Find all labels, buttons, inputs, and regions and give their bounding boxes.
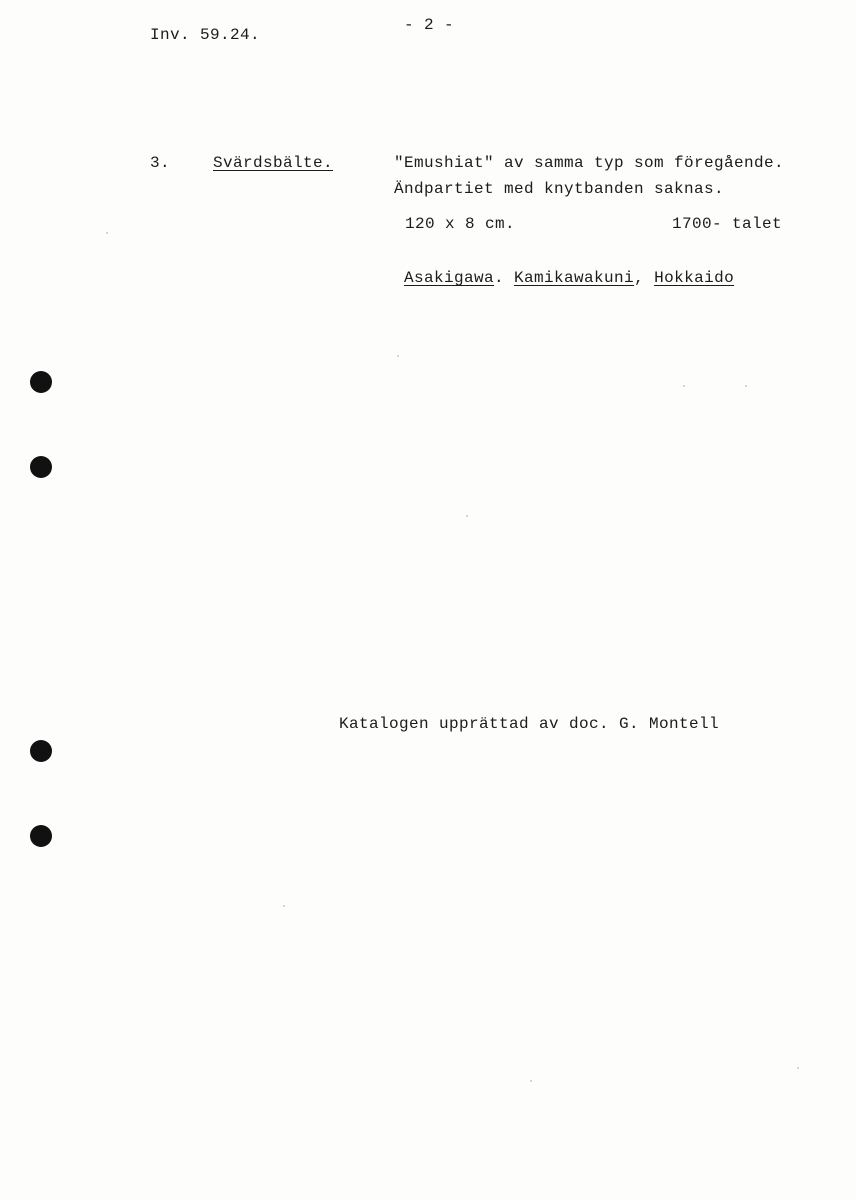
- place-asakigawa: Asakigawa: [404, 269, 495, 287]
- place-kamikawakuni: Kamikawakuni: [514, 269, 635, 287]
- place-separator: .: [494, 269, 515, 287]
- entry-title: Svärdsbälte.: [213, 154, 334, 172]
- entry-period: 1700- talet: [672, 215, 783, 233]
- punch-hole: [30, 825, 52, 847]
- page-number: - 2 -: [404, 16, 455, 34]
- scan-speck: [530, 1080, 532, 1082]
- entry-number: 3.: [150, 154, 171, 172]
- scan-speck: [797, 1067, 799, 1069]
- place-hokkaido: Hokkaido: [654, 269, 735, 287]
- entry-provenance: [404, 268, 734, 288]
- punch-hole: [30, 740, 52, 762]
- catalogue-credit: Katalogen upprättad av doc. G. Montell: [339, 715, 720, 733]
- inventory-number: Inv. 59.24.: [150, 26, 261, 44]
- scan-speck: [397, 355, 399, 357]
- scan-speck: [683, 385, 685, 387]
- punch-hole: [30, 371, 52, 393]
- punch-hole: [30, 456, 52, 478]
- entry-description-line1: "Emushiat" av samma typ som föregående.: [394, 154, 785, 172]
- place-separator: ,: [634, 269, 655, 287]
- scan-speck: [283, 905, 285, 907]
- entry-description-line2: Ändpartiet med knytbanden saknas.: [394, 180, 725, 198]
- scan-speck: [466, 515, 468, 517]
- scan-speck: [106, 232, 108, 234]
- scan-speck: [745, 385, 747, 387]
- entry-dimensions: 120 x 8 cm.: [405, 215, 516, 233]
